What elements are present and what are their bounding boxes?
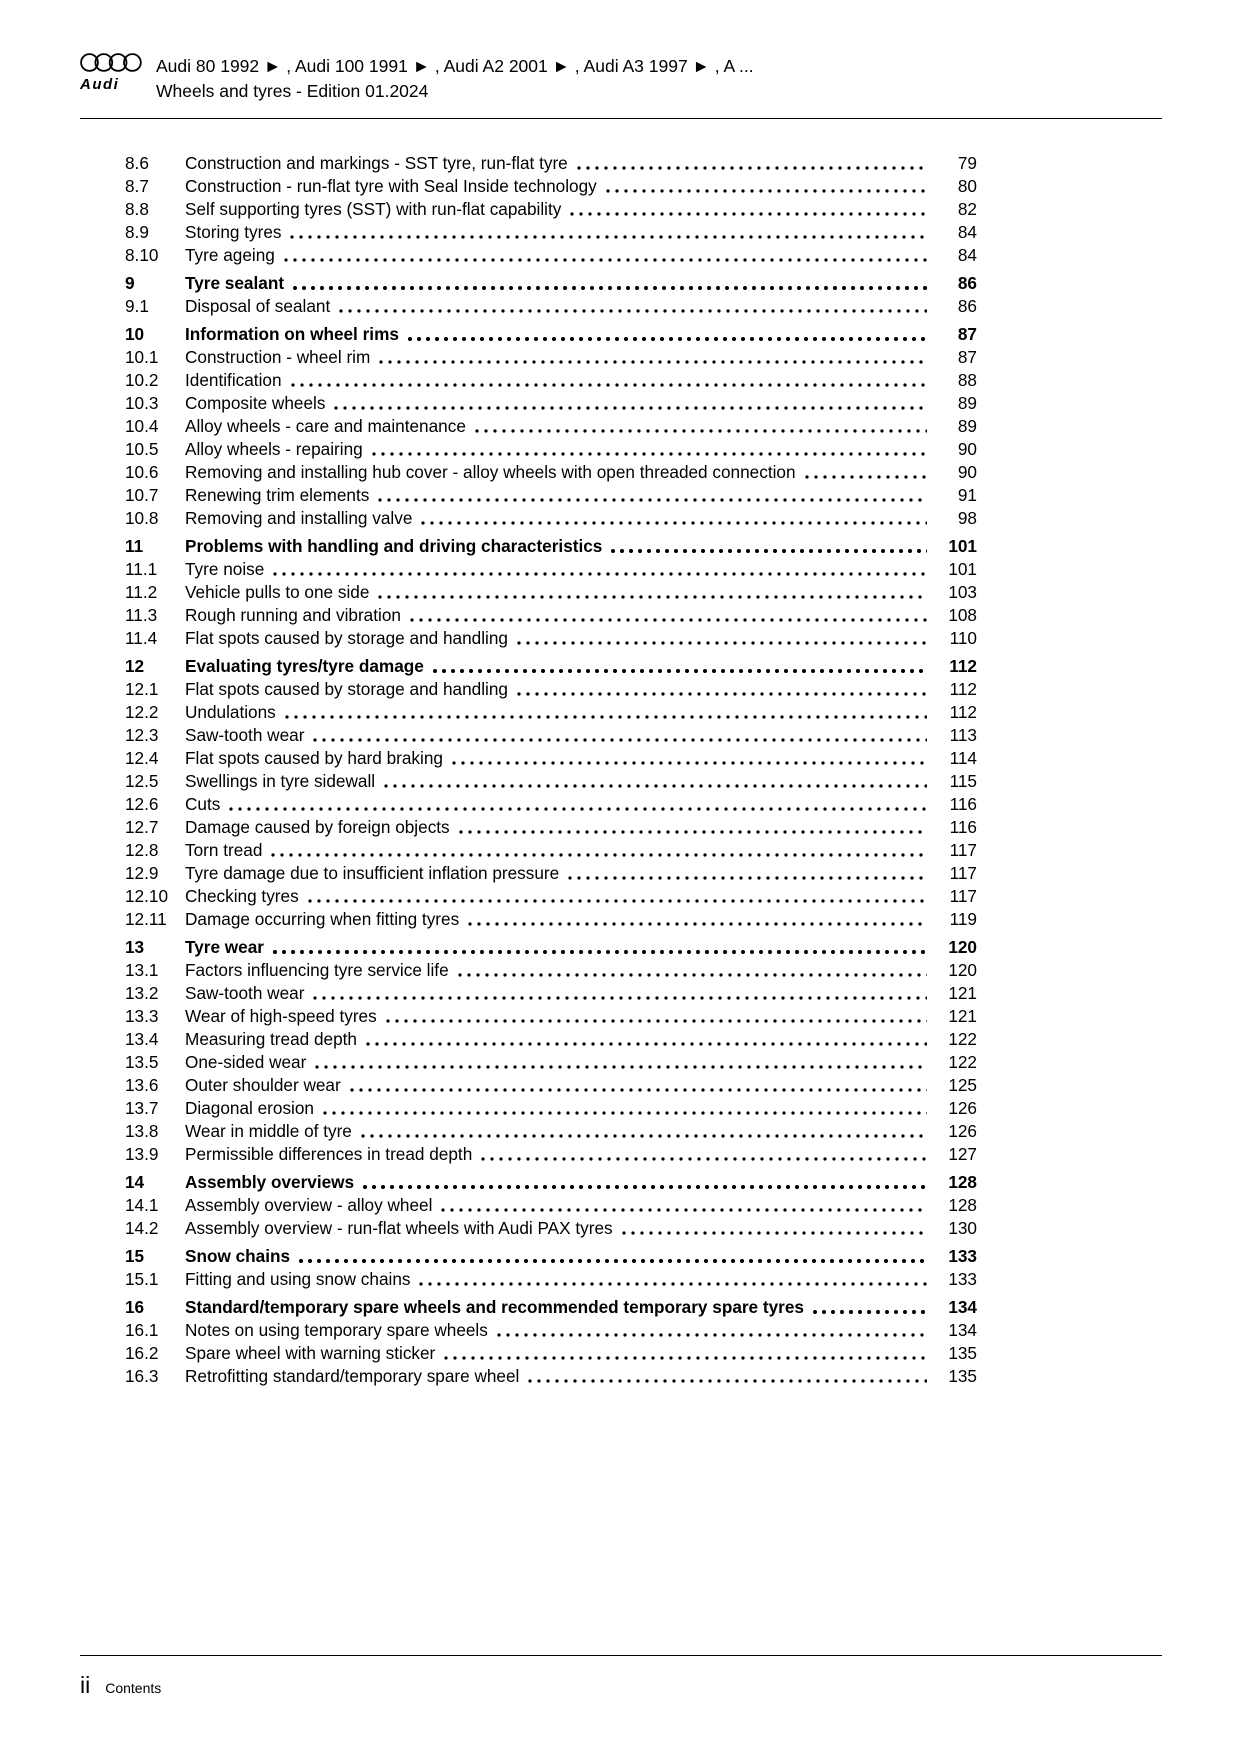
dot-leader (459, 830, 927, 834)
toc-entry-title: Assembly overview - run-flat wheels with Audi PAX tyres (185, 1218, 613, 1238)
toc-entry (125, 244, 977, 267)
toc-entry-title: Tyre wear (185, 937, 264, 957)
toc-entry-page: 89 (957, 416, 977, 436)
toc-entry-page: 134 (948, 1297, 977, 1317)
toc-entry-title: Cuts (185, 794, 221, 814)
toc-entry-page: 128 (948, 1172, 977, 1192)
dot-leader (284, 258, 927, 262)
toc-entry-title: Undulations (185, 702, 276, 722)
toc-entry-page: 87 (957, 347, 977, 367)
toc-entry-title: Disposal of sealant (185, 296, 331, 316)
toc-entry (125, 862, 977, 885)
dot-leader (285, 715, 927, 719)
toc-entry (125, 793, 977, 816)
toc-entry-title: Notes on using temporary spare wheels (185, 1320, 488, 1340)
toc-entry (125, 701, 977, 724)
dot-leader (517, 692, 927, 696)
models-line: Audi 80 1992 ► , Audi 100 1991 ► , Audi A2 2001 ► , Audi A3 1997 ► , A ... (156, 56, 754, 76)
toc-entry-page: 125 (948, 1075, 977, 1095)
toc-entry (125, 908, 977, 931)
toc-entry (125, 484, 977, 507)
audi-rings-icon (80, 52, 142, 73)
dot-leader (410, 618, 927, 622)
audi-brand (80, 52, 148, 93)
toc-entry-title: Identification (185, 370, 282, 390)
toc-entry (125, 415, 977, 438)
toc-entry-page: 90 (957, 462, 977, 482)
dot-leader (271, 853, 927, 857)
dot-leader (577, 166, 927, 170)
toc-entry-title: Spare wheel with warning sticker (185, 1343, 436, 1363)
toc-entry (125, 558, 977, 581)
toc-entry (125, 507, 977, 530)
dot-leader (379, 360, 927, 364)
dot-leader (361, 1134, 927, 1138)
toc-entry-title: Renewing trim elements (185, 485, 370, 505)
toc-entry-page: 113 (949, 725, 977, 745)
toc-entry-page: 90 (957, 439, 977, 459)
toc-entry-title: Vehicle pulls to one side (185, 582, 370, 602)
table-of-contents (125, 152, 977, 1388)
toc-entry (125, 627, 977, 650)
dot-leader (419, 1282, 927, 1286)
toc-entry-number: 12.6 (125, 794, 159, 814)
dot-leader (528, 1379, 927, 1383)
dot-leader (475, 429, 927, 433)
toc-entry-page: 114 (949, 748, 977, 768)
toc-entry-title: Retrofitting standard/temporary spare wheel (185, 1366, 520, 1386)
toc-entry-number: 11.1 (125, 559, 158, 579)
toc-entry-number: 12.4 (125, 748, 159, 768)
toc-entry-page: 91 (957, 485, 977, 505)
toc-entry-number: 13.6 (125, 1075, 159, 1095)
toc-entry-number: 16 (125, 1297, 145, 1317)
toc-entry-number: 15 (125, 1246, 145, 1266)
toc-entry-number: 13.3 (125, 1006, 159, 1026)
toc-entry-page: 84 (957, 245, 977, 265)
toc-entry (125, 1171, 977, 1194)
toc-entry-title: Wear in middle of tyre (185, 1121, 352, 1141)
toc-entry-number: 13.1 (125, 960, 159, 980)
toc-entry-number: 8.7 (125, 176, 149, 196)
dot-leader (323, 1111, 927, 1115)
dot-leader (441, 1208, 927, 1212)
toc-entry-page: 80 (957, 176, 977, 196)
dot-leader (421, 521, 927, 525)
toc-entry-title: Alloy wheels - care and maintenance (185, 416, 466, 436)
dot-leader (408, 337, 927, 341)
toc-entry-number: 8.8 (125, 199, 149, 219)
dot-leader (229, 807, 927, 811)
toc-entry-title: Wear of high-speed tyres (185, 1006, 377, 1026)
toc-entry-page: 117 (949, 840, 977, 860)
toc-entry-page: 88 (957, 370, 977, 390)
dot-leader (313, 738, 927, 742)
toc-entry-title: Fitting and using snow chains (185, 1269, 411, 1289)
toc-entry-title: Saw-tooth wear (185, 725, 305, 745)
toc-entry-page: 120 (948, 960, 977, 980)
toc-entry (125, 1097, 977, 1120)
dot-leader (433, 669, 927, 673)
dot-leader (805, 475, 927, 479)
toc-entry-page: 86 (957, 273, 977, 293)
toc-entry-page: 89 (957, 393, 977, 413)
toc-entry-number: 12.9 (125, 863, 159, 883)
toc-entry-number: 8.10 (125, 245, 159, 265)
toc-entry-number: 12.1 (125, 679, 159, 699)
toc-entry-title: Outer shoulder wear (185, 1075, 341, 1095)
toc-entry-page: 87 (957, 324, 977, 344)
toc-entry-page: 130 (948, 1218, 977, 1238)
toc-entry (125, 221, 977, 244)
toc-entry (125, 461, 977, 484)
toc-entry (125, 175, 977, 198)
document-subtitle: Wheels and tyres - Edition 01.2024 (156, 81, 429, 101)
dot-leader (334, 406, 927, 410)
toc-entry-number: 13.9 (125, 1144, 159, 1164)
toc-entry-title: Tyre damage due to insufficient inflation pressure (185, 863, 560, 883)
toc-entry-title: Checking tyres (185, 886, 299, 906)
toc-entry-title: Removing and installing valve (185, 508, 413, 528)
toc-entry-page: 122 (948, 1052, 977, 1072)
toc-entry-title: Construction - wheel rim (185, 347, 371, 367)
toc-entry-number: 16.1 (125, 1320, 159, 1340)
dot-leader (386, 1019, 927, 1023)
footer-divider (80, 1655, 1162, 1656)
toc-entry (125, 1194, 977, 1217)
toc-entry-number: 13.7 (125, 1098, 159, 1118)
toc-entry (125, 1028, 977, 1051)
toc-entry (125, 655, 977, 678)
toc-entry-page: 112 (949, 679, 977, 699)
toc-entry-page: 110 (949, 628, 977, 648)
toc-entry-number: 12.10 (125, 886, 169, 906)
toc-entry (125, 198, 977, 221)
toc-entry-title: One-sided wear (185, 1052, 307, 1072)
toc-entry-number: 11.3 (125, 605, 158, 625)
toc-entry-page: 119 (949, 909, 977, 929)
toc-entry-title: Torn tread (185, 840, 263, 860)
toc-entry-page: 117 (949, 863, 977, 883)
toc-entry (125, 323, 977, 346)
toc-entry-title: Construction - run-flat tyre with Seal Inside technology (185, 176, 597, 196)
toc-entry-page: 79 (957, 153, 977, 173)
toc-entry-page: 134 (948, 1320, 977, 1340)
toc-entry-number: 10.1 (125, 347, 159, 367)
toc-entry-page: 116 (949, 817, 977, 837)
toc-entry-title: Factors influencing tyre service life (185, 960, 449, 980)
toc-entry-title: Tyre ageing (185, 245, 275, 265)
toc-entry-title: Problems with handling and driving characteristics (185, 536, 603, 556)
toc-entry-number: 8.6 (125, 153, 149, 173)
toc-entry-title: Saw-tooth wear (185, 983, 305, 1003)
toc-entry-page: 121 (948, 983, 977, 1003)
toc-entry (125, 885, 977, 908)
toc-entry-title: Storing tyres (185, 222, 282, 242)
toc-entry (125, 392, 977, 415)
toc-entry-title: Flat spots caused by storage and handling (185, 628, 508, 648)
dot-leader (481, 1157, 927, 1161)
toc-entry (125, 581, 977, 604)
toc-entry-number: 12.11 (125, 909, 167, 929)
toc-entry-page: 135 (948, 1366, 977, 1386)
toc-entry-title: Evaluating tyres/tyre damage (185, 656, 424, 676)
toc-entry-number: 13.2 (125, 983, 159, 1003)
dot-leader (363, 1185, 927, 1189)
toc-entry-number: 16.2 (125, 1343, 159, 1363)
toc-entry-title: Flat spots caused by hard braking (185, 748, 443, 768)
toc-entry (125, 747, 977, 770)
dot-leader (458, 973, 927, 977)
toc-entry (125, 1296, 977, 1319)
dot-leader (315, 1065, 927, 1069)
toc-entry-number: 9 (125, 273, 135, 293)
toc-entry-page: 101 (948, 559, 977, 579)
audi-wordmark: Audi (80, 76, 120, 93)
dot-leader (378, 595, 927, 599)
toc-entry-number: 10.3 (125, 393, 159, 413)
toc-entry-page: 98 (957, 508, 977, 528)
toc-entry-title: Rough running and vibration (185, 605, 401, 625)
toc-entry (125, 1342, 977, 1365)
toc-entry-number: 11.4 (125, 628, 158, 648)
toc-entry-number: 12.5 (125, 771, 159, 791)
dot-leader (606, 189, 927, 193)
toc-entry-number: 10.2 (125, 370, 159, 390)
dot-leader (273, 572, 927, 576)
dot-leader (452, 761, 927, 765)
header (80, 52, 1162, 105)
toc-entry-page: 133 (948, 1246, 977, 1266)
dot-leader (273, 950, 927, 954)
toc-entry-page: 127 (948, 1144, 977, 1164)
toc-entry-page: 126 (948, 1098, 977, 1118)
toc-entry-title: Assembly overview - alloy wheel (185, 1195, 433, 1215)
toc-entry (125, 346, 977, 369)
toc-entry (125, 1319, 977, 1342)
toc-entry-number: 13.5 (125, 1052, 159, 1072)
toc-entry (125, 724, 977, 747)
dot-leader (378, 498, 927, 502)
toc-entry-page: 82 (957, 199, 977, 219)
toc-entry-number: 14 (125, 1172, 145, 1192)
dot-leader (568, 876, 927, 880)
toc-entry-number: 10.8 (125, 508, 159, 528)
toc-entry-title: Diagonal erosion (185, 1098, 314, 1118)
header-divider (80, 118, 1162, 119)
toc-entry-title: Alloy wheels - repairing (185, 439, 363, 459)
toc-entry-page: 108 (948, 605, 977, 625)
toc-entry (125, 152, 977, 175)
dot-leader (308, 899, 927, 903)
dot-leader (444, 1356, 927, 1360)
toc-entry (125, 1074, 977, 1097)
toc-entry (125, 1217, 977, 1240)
toc-entry-page: 103 (948, 582, 977, 602)
toc-entry-title: Damage occurring when fitting tyres (185, 909, 460, 929)
toc-entry-number: 12.2 (125, 702, 159, 722)
dot-leader (313, 996, 927, 1000)
dot-leader (384, 784, 927, 788)
toc-entry-title: Standard/temporary spare wheels and recommended temporary spare tyres (185, 1297, 804, 1317)
toc-entry (125, 272, 977, 295)
footer-page-number: ii (80, 1672, 91, 1698)
toc-entry-number: 10.4 (125, 416, 159, 436)
toc-entry (125, 1051, 977, 1074)
toc-entry-title: Construction and markings - SST tyre, run-flat tyre (185, 153, 568, 173)
header-text (156, 52, 754, 105)
dot-leader (350, 1088, 927, 1092)
toc-entry-number: 15.1 (125, 1269, 159, 1289)
toc-entry-number: 8.9 (125, 222, 149, 242)
toc-entry (125, 1143, 977, 1166)
toc-entry (125, 535, 977, 558)
dot-leader (291, 383, 927, 387)
toc-entry-number: 14.2 (125, 1218, 159, 1238)
toc-entry-title: Assembly overviews (185, 1172, 355, 1192)
dot-leader (290, 235, 927, 239)
toc-entry-title: Measuring tread depth (185, 1029, 357, 1049)
toc-entry (125, 369, 977, 392)
toc-entry-title: Permissible differences in tread depth (185, 1144, 473, 1164)
dot-leader (517, 641, 927, 645)
toc-entry (125, 770, 977, 793)
dot-leader (611, 549, 927, 553)
toc-entry (125, 438, 977, 461)
toc-entry-page: 135 (948, 1343, 977, 1363)
toc-entry-page: 86 (957, 296, 977, 316)
toc-entry-title: Tyre noise (185, 559, 265, 579)
toc-entry-number: 13.8 (125, 1121, 159, 1141)
dot-leader (570, 212, 927, 216)
toc-entry (125, 604, 977, 627)
toc-entry-page: 101 (948, 536, 977, 556)
toc-entry-page: 120 (948, 937, 977, 957)
toc-entry-page: 122 (948, 1029, 977, 1049)
toc-entry-number: 12.7 (125, 817, 159, 837)
toc-entry-page: 84 (957, 222, 977, 242)
toc-entry-number: 10.5 (125, 439, 159, 459)
toc-entry (125, 1268, 977, 1291)
toc-entry (125, 295, 977, 318)
toc-entry-number: 12.3 (125, 725, 159, 745)
toc-entry-page: 116 (949, 794, 977, 814)
toc-entry-title: Flat spots caused by storage and handling (185, 679, 508, 699)
dot-leader (813, 1310, 927, 1314)
toc-entry (125, 982, 977, 1005)
toc-entry-title: Snow chains (185, 1246, 291, 1266)
toc-entry (125, 1120, 977, 1143)
toc-entry-title: Self supporting tyres (SST) with run-flat capability (185, 199, 562, 219)
dot-leader (339, 309, 927, 313)
toc-entry-page: 121 (948, 1006, 977, 1026)
toc-entry-number: 9.1 (125, 296, 149, 316)
toc-entry-page: 133 (948, 1269, 977, 1289)
toc-entry-title: Removing and installing hub cover - alloy wheels with open threaded connection (185, 462, 796, 482)
toc-entry-title: Swellings in tyre sidewall (185, 771, 376, 791)
toc-entry (125, 678, 977, 701)
toc-entry-number: 13 (125, 937, 145, 957)
toc-entry (125, 1365, 977, 1388)
toc-entry (125, 816, 977, 839)
toc-entry-page: 128 (948, 1195, 977, 1215)
dot-leader (366, 1042, 927, 1046)
toc-entry (125, 1005, 977, 1028)
toc-entry-number: 11 (125, 536, 144, 556)
toc-entry-page: 117 (949, 886, 977, 906)
toc-entry-number: 10 (125, 324, 145, 344)
toc-entry-number: 11.2 (125, 582, 158, 602)
dot-leader (468, 922, 927, 926)
toc-entry-number: 14.1 (125, 1195, 159, 1215)
toc-entry-page: 112 (949, 702, 977, 722)
toc-entry-number: 12.8 (125, 840, 159, 860)
toc-entry-title: Information on wheel rims (185, 324, 399, 344)
dot-leader (293, 286, 927, 290)
toc-entry-number: 10.6 (125, 462, 159, 482)
dot-leader (299, 1259, 927, 1263)
toc-entry-title: Composite wheels (185, 393, 326, 413)
toc-entry-number: 10.7 (125, 485, 159, 505)
toc-entry (125, 936, 977, 959)
toc-entry (125, 839, 977, 862)
toc-entry-page: 126 (948, 1121, 977, 1141)
toc-entry-page: 115 (949, 771, 977, 791)
footer-section-label: Contents (105, 1680, 162, 1696)
dot-leader (622, 1231, 927, 1235)
toc-entry (125, 1245, 977, 1268)
toc-entry-title: Tyre sealant (185, 273, 285, 293)
toc-entry-page: 112 (949, 656, 977, 676)
toc-entry-number: 13.4 (125, 1029, 159, 1049)
toc-entry (125, 959, 977, 982)
dot-leader (372, 452, 927, 456)
dot-leader (497, 1333, 927, 1337)
toc-entry-title: Damage caused by foreign objects (185, 817, 450, 837)
footer (80, 1672, 161, 1698)
toc-entry-number: 12 (125, 656, 145, 676)
toc-entry-number: 16.3 (125, 1366, 159, 1386)
